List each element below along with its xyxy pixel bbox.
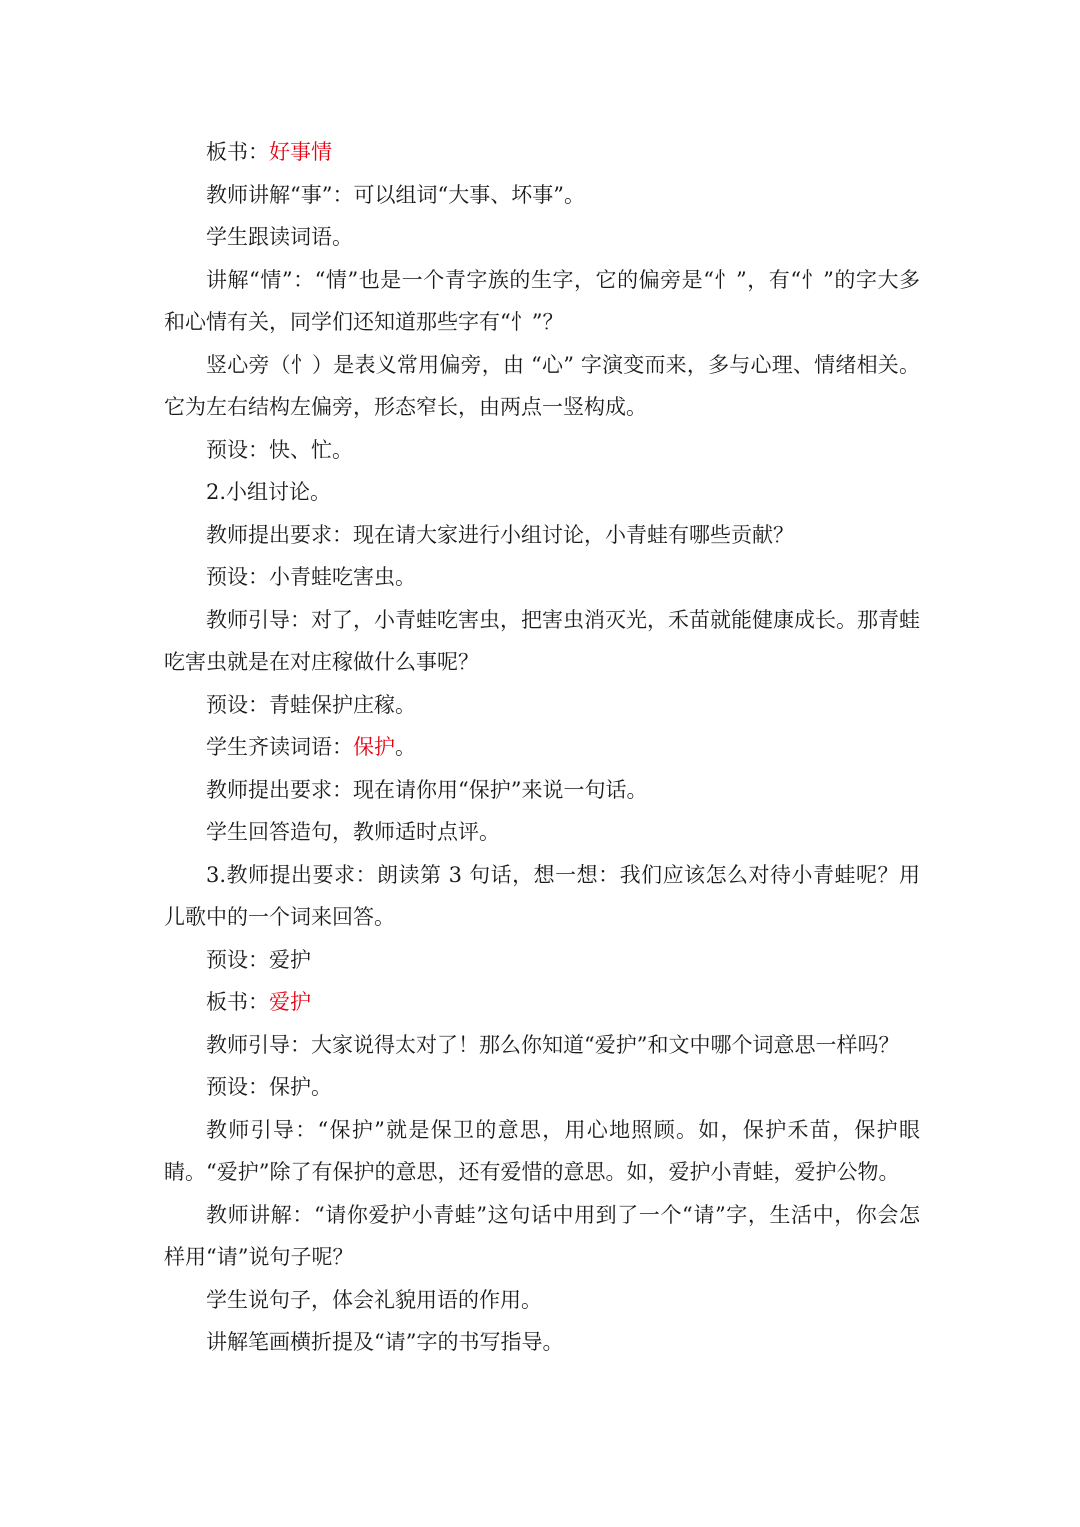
paragraph: 预设：保护。 bbox=[206, 1075, 332, 1099]
paragraph: 竖心旁（忄）是表义常用偏旁，由 “心” 字演变而来，多与心理、情绪相关。它为左右结构左偏旁，形态窄长，由两点一竖构成。 bbox=[164, 352, 920, 419]
paragraph: 教师引导：大家说得太对了！那么你知道“爱护”和文中哪个词意思一样吗？ bbox=[206, 1032, 900, 1057]
paragraph: 学生说句子，体会礼貌用语的作用。 bbox=[206, 1287, 542, 1312]
read-aloud-word: 保护 bbox=[353, 735, 395, 759]
section-heading: 2.小组讨论。 bbox=[206, 480, 332, 504]
board-writing-line bbox=[164, 131, 920, 174]
paragraph: 教师提出要求：现在请大家进行小组讨论，小青蛙有哪些贡献？ bbox=[206, 522, 794, 547]
read-aloud-line bbox=[164, 726, 920, 769]
read-aloud-tail: 。 bbox=[395, 735, 416, 759]
paragraph: 预设：青蛙保护庄稼。 bbox=[206, 692, 416, 717]
paragraph: 预设：快、忙。 bbox=[206, 437, 353, 462]
board-writing-label: 板书： bbox=[206, 140, 269, 164]
board-writing-word: 爱护 bbox=[269, 990, 311, 1014]
board-writing-line bbox=[164, 981, 920, 1024]
paragraph: 教师讲解：“请你爱护小青蛙”这句话中用到了一个“请”字，生活中，你会怎样用“请”说句子呢？ bbox=[164, 1202, 920, 1269]
lesson-plan-body bbox=[164, 131, 920, 1364]
paragraph: 学生跟读词语。 bbox=[206, 225, 353, 249]
paragraph: 讲解笔画横折提及“请”字的书写指导。 bbox=[206, 1330, 564, 1354]
paragraph: 教师提出要求：现在请你用“保护”来说一句话。 bbox=[206, 777, 648, 802]
board-writing-word: 好事情 bbox=[269, 140, 332, 164]
board-writing-label: 板书： bbox=[206, 990, 269, 1014]
paragraph: 预设：小青蛙吃害虫。 bbox=[206, 565, 416, 589]
section-heading: 3.教师提出要求：朗读第 3 句话，想一想：我们应该怎么对待小青蛙呢？用儿歌中的一个词来回答。 bbox=[164, 862, 920, 929]
paragraph: 预设：爱护 bbox=[206, 947, 311, 972]
read-aloud-label: 学生齐读词语： bbox=[206, 735, 353, 759]
paragraph: 教师讲解“事”：可以组词“大事、坏事”。 bbox=[206, 182, 585, 207]
paragraph: 讲解“情”：“情”也是一个青字族的生字，它的偏旁是“忄”，有“忄”的字大多和心情有关，同学们还知道那些字有“忄”？ bbox=[164, 267, 920, 334]
paragraph: 学生回答造句，教师适时点评。 bbox=[206, 820, 500, 844]
paragraph: 教师引导：对了，小青蛙吃害虫，把害虫消灭光，禾苗就能健康成长。那青蛙吃害虫就是在对庄稼做什么事呢？ bbox=[164, 607, 920, 674]
paragraph: 教师引导：“保护”就是保卫的意思，用心地照顾。如，保护禾苗，保护眼睛。“爱护”除了有保护的意思，还有爱惜的意思。如，爱护小青蛙，爱护公物。 bbox=[164, 1117, 920, 1184]
